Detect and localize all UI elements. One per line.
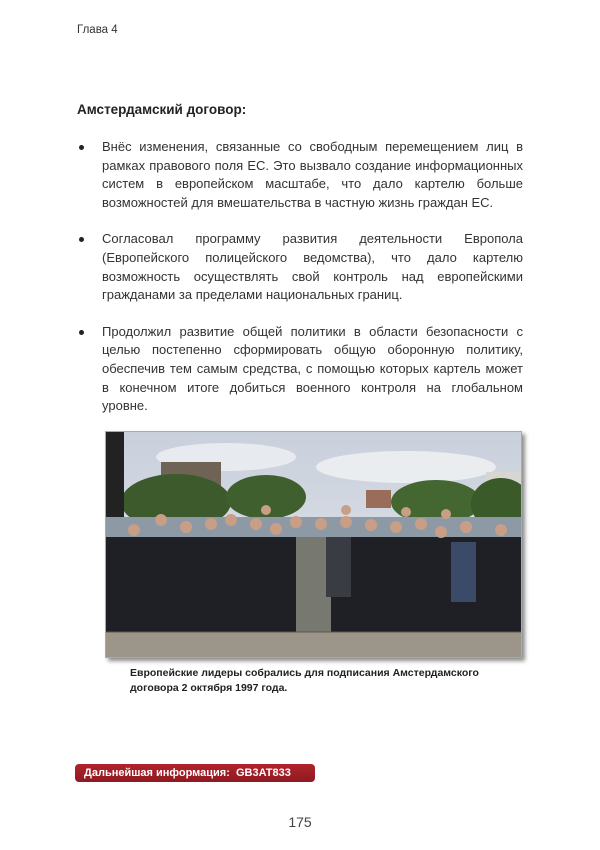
- further-info-badge: Дальнейшая информация: GB3AT833: [75, 764, 315, 782]
- section-title: Амстердамский договор:: [77, 102, 247, 117]
- bullet-text: Согласовал программу развития деятельности Европола (Европейского полицейского ведомства), что дало картелю возможность осуществлять свой контроль над европейскими гражданами за пределами национальных границ.: [102, 231, 523, 303]
- bullet-icon: [79, 330, 84, 335]
- bullet-text: Внёс изменения, связанные со свободным перемещением лиц в рамках правового поля ЕС. Это вызвало создание информационных систем в европейском масштабе, что дало картелю больше возможностей для вмешательства в частную жизнь граждан ЕС.: [102, 139, 523, 210]
- group-photo-image: [106, 432, 521, 657]
- bullet-text: Продолжил развитие общей политики в области безопасности с целью постепенно сформировать общую оборонную политику, обеспечив тем самым средства, с помощью которых картель может в конечном итоге добиться военного контроля на глобальном уровне.: [102, 323, 523, 414]
- bullet-list: [77, 138, 523, 434]
- bullet-item: [77, 230, 523, 304]
- bullet-item: [77, 323, 523, 416]
- bullet-item: [77, 138, 523, 212]
- bullet-icon: [79, 145, 84, 150]
- leaders-photo: [105, 431, 522, 658]
- chapter-header: Глава 4: [77, 24, 118, 36]
- photo-caption: Европейские лидеры собрались для подписания Амстердамского договора 2 октября 1997 года.: [130, 667, 479, 694]
- bullet-icon: [79, 237, 84, 242]
- page-number: 175: [288, 814, 312, 830]
